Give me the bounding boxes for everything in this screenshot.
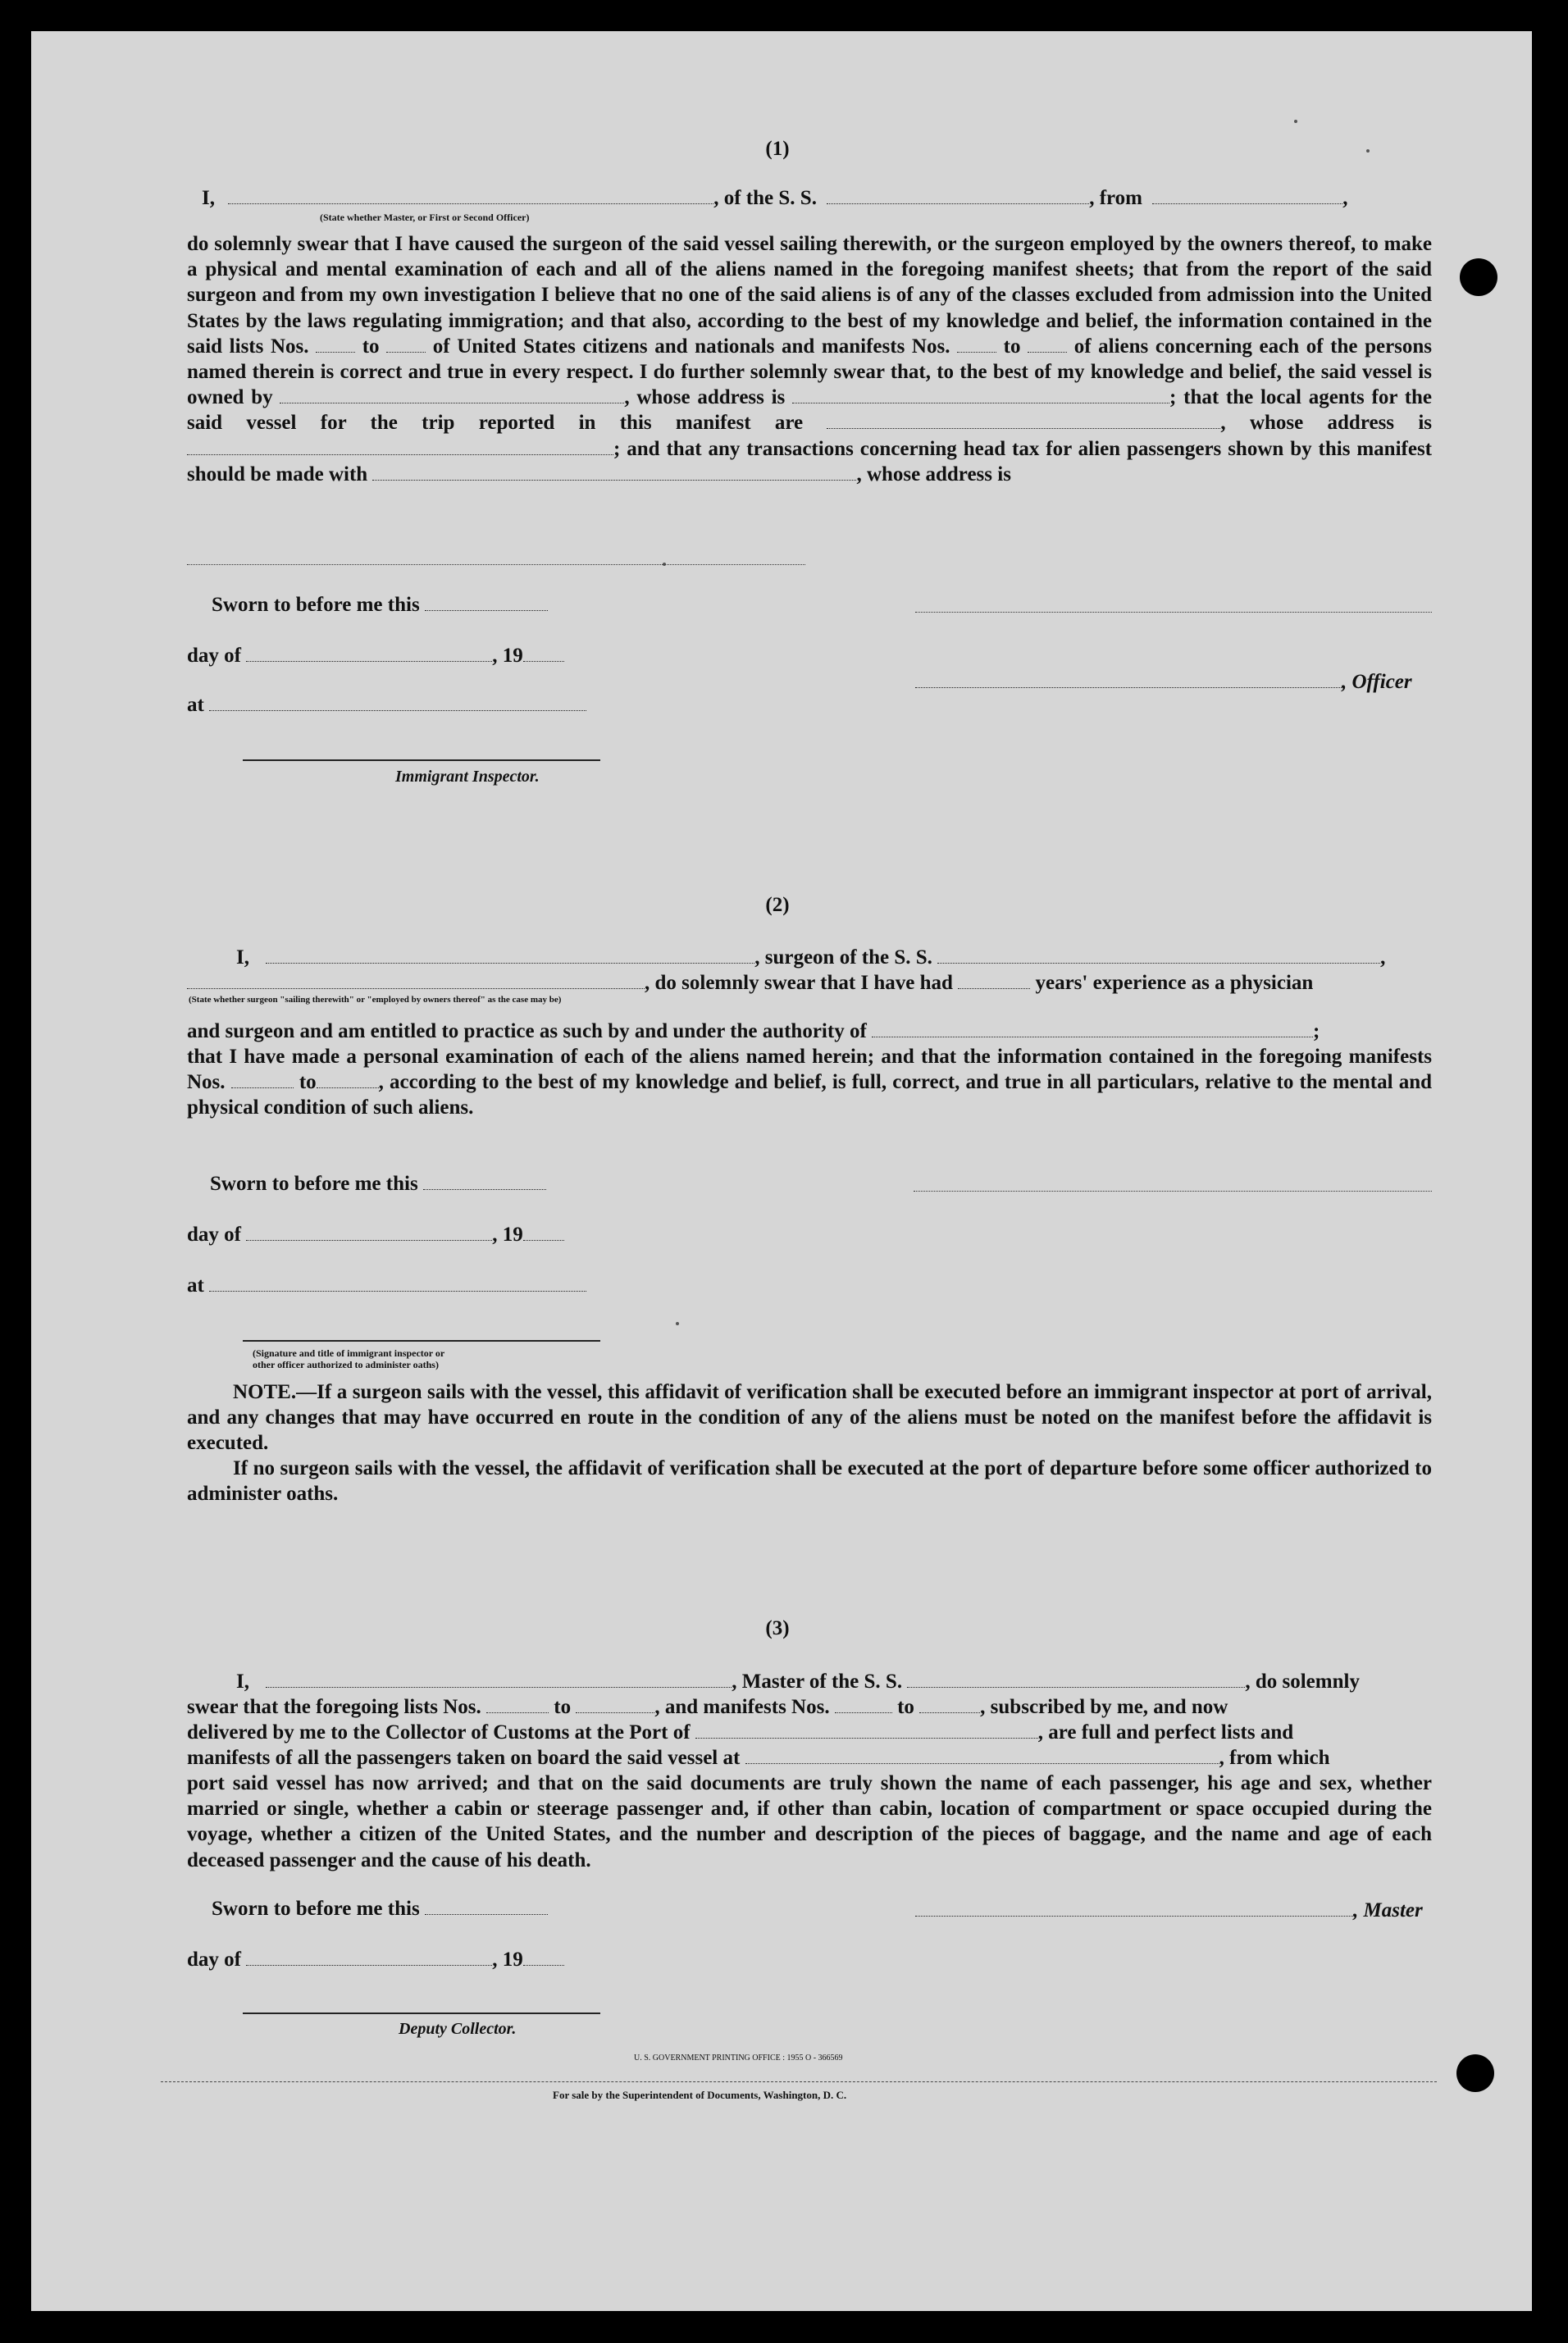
- section-3-line-3: delivered by me to the Collector of Customs at the Port of , are full and perfect lists and: [187, 1721, 1294, 1744]
- surgeon-vessel-field[interactable]: [937, 962, 1380, 964]
- master-lists-to-field[interactable]: [576, 1712, 654, 1713]
- manifests-from-field[interactable]: [957, 351, 996, 353]
- officer-name-field[interactable]: [228, 203, 713, 204]
- vessel-name-field[interactable]: [827, 203, 1089, 204]
- day-field-2[interactable]: [246, 1239, 492, 1241]
- officer-note: (State whether Master, or First or Second Officer): [320, 212, 530, 223]
- inspector-signature-line[interactable]: [243, 759, 600, 761]
- surgeon-status-field[interactable]: [187, 987, 645, 989]
- section-3-line-1: I, , Master of the S. S. , do solemnly: [236, 1671, 1360, 1693]
- local-agents-field[interactable]: [827, 427, 1220, 429]
- deputy-collector-label: Deputy Collector.: [399, 2020, 517, 2038]
- section-2-body: that I have made a personal examination of each of the aliens named herein; and that the information contained in the foregoing manifests Nos. to , according to the best of my knowledge and belief, is full, correct, and true in all particulars, relative to the mental and physical condition of such aliens.: [187, 1046, 1433, 1119]
- agents-address-field[interactable]: [187, 454, 613, 455]
- authority-field[interactable]: [872, 1036, 1313, 1037]
- section-3-line-4: manifests of all the passengers taken on board the said vessel at , from which: [187, 1747, 1330, 1769]
- surgeon-name-field[interactable]: [266, 962, 754, 964]
- section-2-line-2: , do solemnly swear that I have had years' experience as a physician: [187, 970, 1313, 996]
- officer-signature-field[interactable]: [915, 686, 1342, 688]
- surgeon-note: (State whether surgeon "sailing therewith" or "employed by owners thereof" as the case may be): [189, 995, 562, 1005]
- sworn-line-2: Sworn to before me this: [210, 1171, 546, 1197]
- day-line-3: day of , 19: [187, 1947, 564, 1972]
- signature-note-1: (Signature and title of immigrant inspector or: [253, 1347, 445, 1359]
- section-3-body: port said vessel has now arrived; and that on the said documents are truly shown the name of each passenger, his age and sex, whether married or single, whether a cabin or steerage passenger and, if other than cabin, location of compartment or space occupied during the voyage, whether a citizen of the United States, and the number and description of the pieces of baggage, and the name and age of each deceased passenger and the cause of his death.: [187, 1772, 1432, 1871]
- section-1-line-1: I, , of the S. S. , from ,: [202, 187, 1348, 209]
- manifests-to-field[interactable]: [1028, 351, 1067, 353]
- opening-i: I,: [202, 187, 215, 209]
- years-experience-field[interactable]: [958, 987, 1030, 989]
- for-sale-notice: For sale by the Superintendent of Documents, Washington, D. C.: [553, 2089, 847, 2101]
- deputy-collector-signature-line[interactable]: [243, 2013, 600, 2014]
- master-title-line: , Master: [915, 1898, 1423, 1923]
- master-manifests-from-field[interactable]: [835, 1712, 892, 1713]
- section-1-body: do solemnly swear that I have caused the surgeon of the said vessel sailing therewith, or the surgeon employed by the owners thereof, to make a physical and mental examination of each and all of the aliens named in the foregoing manifest sheets; that from the report of the said surgeon and from my own investigation I believe that no one of the said aliens is of any of the classes excluded from admission into the United States by the laws regulating immigration; and that also, according to the best of my knowledge and belief, the information contained in the said lists Nos. to of United States citizens and nationals and manifests Nos. to of aliens concerning each of the persons named therein is correct and true in every respect. I do further solemnly swear that, to the best of my knowledge and belief, the said vessel is owned by , whose address is ; that the local agents for the said vessel for the trip reported in this manifest are , whose address is ; and that any transactions concerning head tax for alien passengers shown by this manifest should be made with , whose address is: [187, 233, 1433, 485]
- sworn-date-field-2[interactable]: [423, 1188, 546, 1190]
- officer-title-line: , Officer: [915, 669, 1412, 695]
- sworn-date-field-1[interactable]: [425, 609, 548, 611]
- owner-address-field[interactable]: [792, 402, 1169, 403]
- officer-signature-line-1[interactable]: [915, 612, 1432, 613]
- day-field-3[interactable]: [246, 1964, 492, 1966]
- signature-title-line[interactable]: [243, 1340, 600, 1342]
- section-3-line-2: swear that the foregoing lists Nos. to , and manifests Nos. to , subscribed by me, and now: [187, 1696, 1228, 1718]
- section-2-number: (2): [765, 894, 790, 916]
- sworn-date-field-3[interactable]: [425, 1913, 548, 1915]
- signature-note-2: other officer authorized to administer oaths): [253, 1359, 439, 1370]
- surgeon-manifests-from-field[interactable]: [231, 1087, 294, 1088]
- master-lists-from-field[interactable]: [486, 1712, 549, 1713]
- note-paragraph-2: If no surgeon sails with the vessel, the affidavit of verification shall be executed at the port of departure before some officer authorized to administer oaths.: [187, 1457, 1432, 1506]
- footer-rule: [161, 2081, 1437, 2082]
- section-3-number: (3): [765, 1617, 790, 1639]
- punch-hole-bottom: [1456, 2054, 1494, 2092]
- contact-address-line[interactable]: [187, 564, 805, 565]
- at-line-1: at: [187, 692, 586, 718]
- section-2-authority: and surgeon and am entitled to practice as such by and under the authority of ;: [187, 1020, 1320, 1042]
- departure-port-field[interactable]: [1152, 203, 1342, 204]
- year-field-2[interactable]: [523, 1239, 564, 1241]
- immigrant-inspector-label: Immigrant Inspector.: [395, 768, 540, 786]
- surgeon-manifests-to-field[interactable]: [317, 1087, 379, 1088]
- sworn-line-1: Sworn to before me this: [212, 592, 548, 618]
- day-line-1: day of , 19: [187, 643, 564, 668]
- punch-hole-top: [1460, 258, 1497, 296]
- surgeon-signature-line[interactable]: [914, 1191, 1432, 1192]
- head-tax-contact-field[interactable]: [372, 479, 856, 481]
- document-page: [31, 31, 1532, 2311]
- master-name-field[interactable]: [266, 1686, 732, 1688]
- master-signature-field[interactable]: [915, 1915, 1353, 1917]
- at-line-2: at: [187, 1273, 586, 1298]
- note-label: NOTE.: [233, 1381, 297, 1403]
- day-field-1[interactable]: [246, 660, 492, 662]
- speck: [1294, 120, 1297, 123]
- owner-field[interactable]: [280, 402, 624, 403]
- master-manifests-to-field[interactable]: [919, 1712, 980, 1713]
- speck: [1366, 149, 1370, 153]
- lists-to-field[interactable]: [386, 351, 426, 353]
- printing-office-imprint: U. S. GOVERNMENT PRINTING OFFICE : 1955 O - 366569: [634, 2054, 843, 2063]
- section-2-line-1: I, , surgeon of the S. S. ,: [236, 946, 1386, 969]
- section-1-number: (1): [765, 138, 790, 160]
- day-line-2: day of , 19: [187, 1222, 564, 1247]
- lists-from-field[interactable]: [316, 351, 355, 353]
- speck: [676, 1322, 679, 1325]
- at-place-field-1[interactable]: [209, 709, 586, 711]
- boarding-place-field[interactable]: [745, 1762, 1219, 1764]
- year-field-3[interactable]: [523, 1964, 564, 1966]
- sworn-line-3: Sworn to before me this: [212, 1896, 548, 1921]
- year-field-1[interactable]: [523, 660, 564, 662]
- at-place-field-2[interactable]: [209, 1290, 586, 1292]
- port-field[interactable]: [695, 1737, 1038, 1739]
- master-vessel-field[interactable]: [907, 1686, 1245, 1688]
- note-paragraph-1: NOTE.—If a surgeon sails with the vessel, this affidavit of verification shall be executed before an immigrant inspector at port of arrival, and any changes that may have occurred en route in the condition of any of the aliens must be noted on the manifest before the affidavit is executed.: [187, 1381, 1432, 1455]
